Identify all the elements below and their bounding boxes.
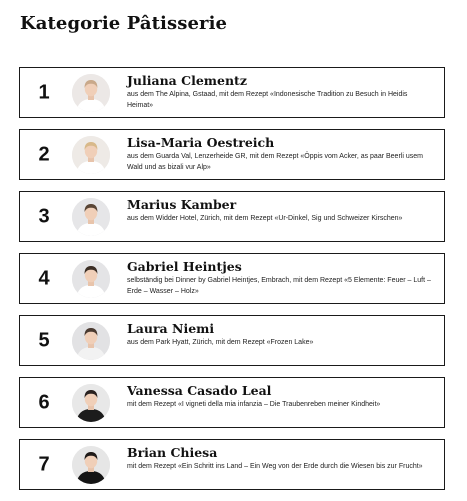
recipe-description: mit dem Rezept «Ein Schritt ins Land – Ein Weg von der Erde durch die Wiesen bis zur Frucht» [127,463,423,470]
recipe-description: selbständig bei Dinner by Gabriel Heintjes, Embrach, mit dem Rezept «5 Elemente: Feuer – Luft – Erde – Wasser – Holz» [127,277,431,295]
avatar [72,74,110,112]
recipe-description: aus dem Widder Hotel, Zürich, mit dem Rezept «Ur-Dinkel, Sig und Schweizer Kirschen» [127,215,403,222]
rank-number: 6 [38,391,50,413]
avatar [72,198,110,236]
portrait-photo [72,322,110,360]
rank-number: 3 [38,205,50,227]
portrait-photo [72,136,110,174]
portrait-photo [72,384,110,422]
recipe-description: aus dem The Alpina, Gstaad, mit dem Rezept «Indonesische Tradition zu Besuch in Heidis Heimat» [127,91,408,109]
avatar [72,446,110,484]
avatar [72,322,110,360]
avatar [72,136,110,174]
rank-number: 1 [38,81,50,103]
portrait-photo [72,74,110,112]
candidate-card-6[interactable] [19,377,445,428]
chef-name: Lisa-Maria Oestreich [127,135,275,150]
chef-name: Vanessa Casado Leal [127,383,272,398]
candidate-card-7[interactable] [19,439,445,490]
candidate-card-4[interactable] [19,253,445,304]
recipe-description: mit dem Rezept «I vigneti della mia infanzia – Die Traubenreben meiner Kindheit» [127,401,381,408]
candidate-card-1[interactable] [19,67,445,118]
rank-number: 7 [38,453,50,475]
rank-number: 2 [38,143,50,165]
page-title: Kategorie Pâtisserie [20,13,228,34]
chef-name: Laura Niemi [127,321,215,336]
candidate-card-3[interactable] [19,191,445,242]
chef-name: Gabriel Heintjes [127,259,242,274]
avatar [72,384,110,422]
candidate-card-2[interactable] [19,129,445,180]
chef-name: Brian Chiesa [127,445,218,460]
candidate-card-5[interactable] [19,315,445,366]
recipe-description: aus dem Guarda Val, Lenzerheide GR, mit dem Rezept «Öppis vom Acker, as paar Beerli usem Wald und as bizali vur Alp» [127,153,423,171]
rank-number: 5 [38,329,50,351]
rank-number: 4 [38,267,50,289]
portrait-photo [72,198,110,236]
portrait-photo [72,446,110,484]
chef-name: Marius Kamber [127,197,237,212]
recipe-description: aus dem Park Hyatt, Zürich, mit dem Rezept «Frozen Lake» [127,339,314,346]
ranking-list [19,67,445,501]
chef-name: Juliana Clementz [127,73,247,88]
portrait-photo [72,260,110,298]
avatar [72,260,110,298]
